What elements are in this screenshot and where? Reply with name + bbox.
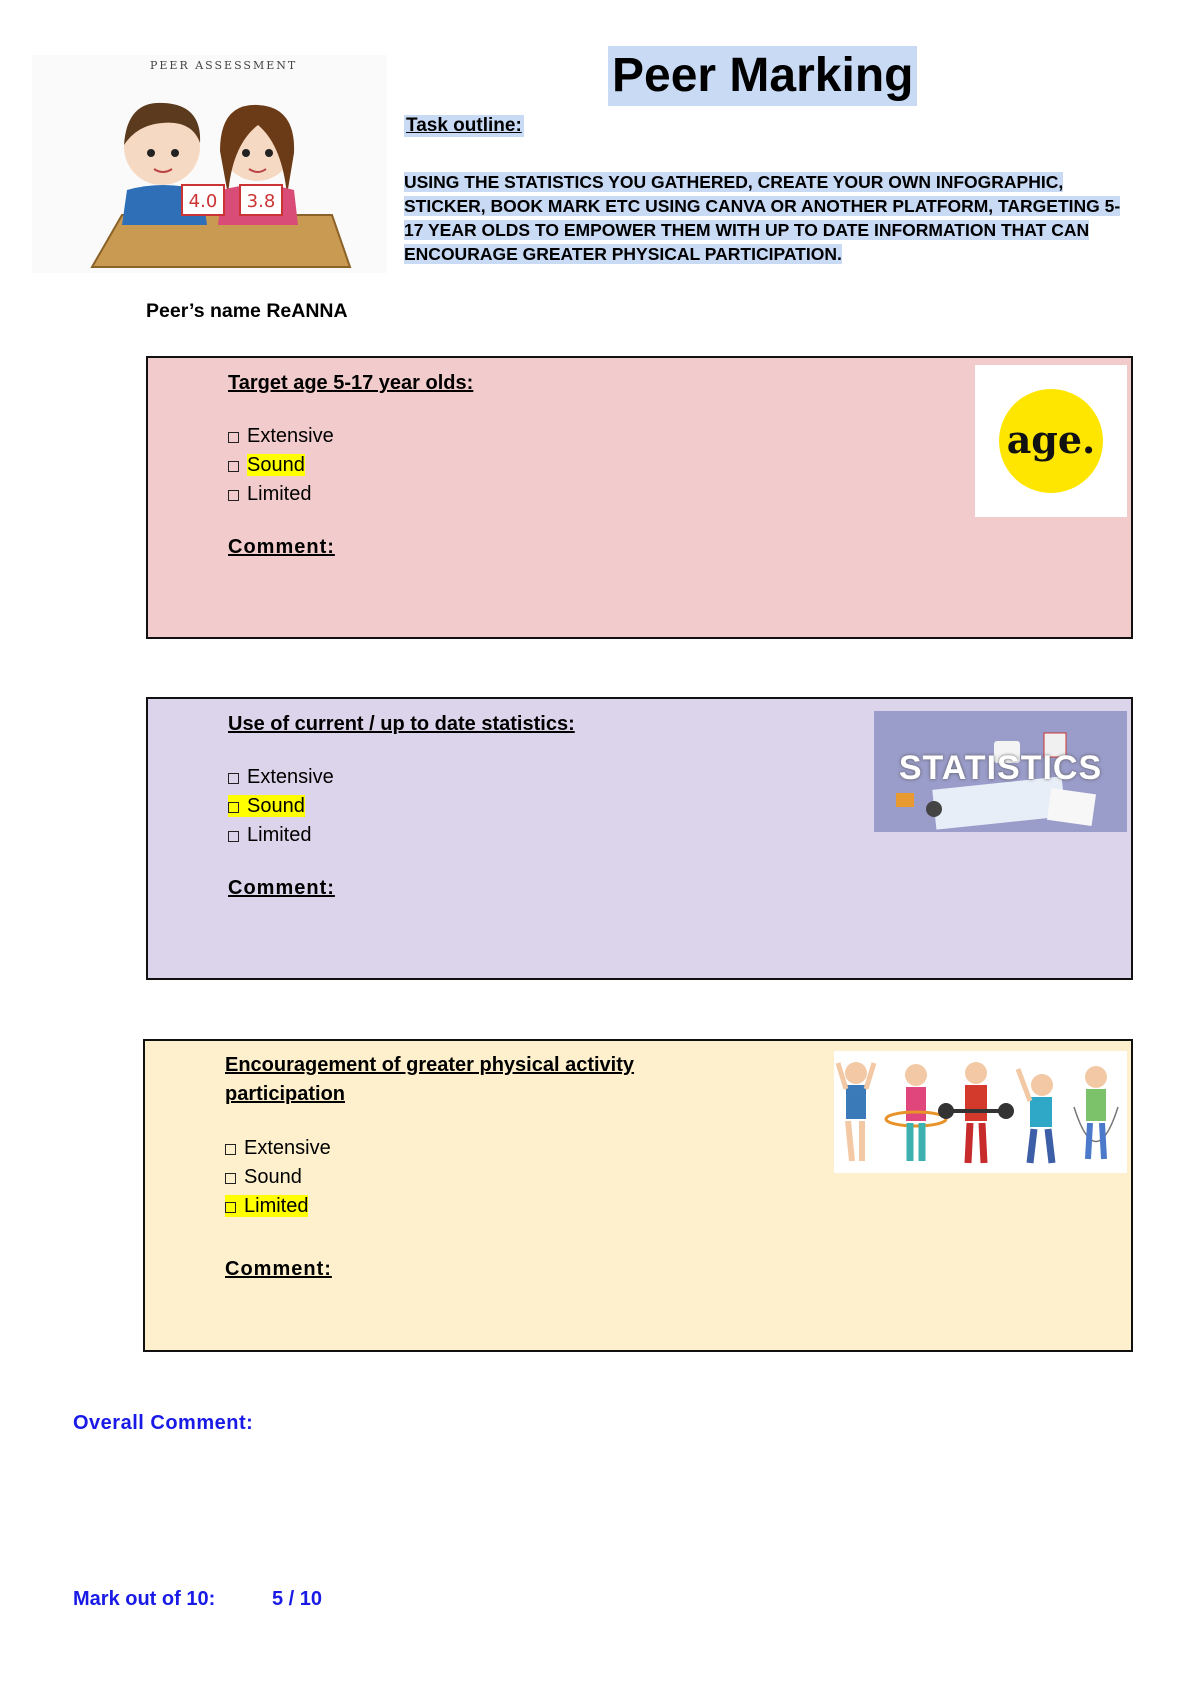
checkbox-icon[interactable] — [225, 1202, 236, 1213]
checkbox-icon[interactable] — [225, 1173, 236, 1184]
criterion-title-line-2: participation — [225, 1083, 346, 1105]
page-title: Peer Marking — [608, 46, 917, 106]
option-extensive[interactable]: Extensive — [228, 422, 334, 450]
criterion-title: Target age 5-17 year olds: — [228, 372, 474, 394]
option-limited[interactable]: Limited — [225, 1192, 308, 1220]
option-sound[interactable]: Sound — [228, 451, 305, 479]
option-extensive[interactable]: Extensive — [225, 1134, 331, 1162]
checkbox-icon[interactable] — [228, 432, 239, 443]
checkbox-icon[interactable] — [228, 490, 239, 501]
task-outline-label: Task outline: — [406, 115, 522, 136]
checkbox-icon[interactable] — [228, 802, 239, 813]
age-logo: age. — [975, 365, 1127, 517]
mark-value: 5 / 10 — [272, 1588, 323, 1610]
peer-name: Peer’s name ReANNA — [146, 300, 348, 322]
checkbox-icon[interactable] — [225, 1144, 236, 1155]
criterion-physical-activity — [143, 1039, 1133, 1352]
criterion-title-line-1: Encouragement of greater physical activity — [225, 1054, 635, 1076]
overall-comment-label: Overall Comment: — [73, 1412, 254, 1434]
option-sound[interactable]: Sound — [225, 1163, 302, 1191]
mark-label: Mark out of 10: — [73, 1588, 216, 1610]
task-outline-text: USING THE STATISTICS YOU GATHERED, CREATE YOUR OWN INFOGRAPHIC, STICKER, BOOK MARK ETC USING CANVA OR ANOTHER PLATFORM, TARGETING 5-17 YEAR OLDS TO EMPOWER THEM WITH UP TO DATE INFORMATION THAT CAN ENCOURAGE GREATER PHYSICAL PARTICIPATION. — [404, 172, 1121, 264]
checkbox-icon[interactable] — [228, 773, 239, 784]
checkbox-icon[interactable] — [228, 461, 239, 472]
students-illustration — [32, 55, 387, 273]
criterion-current-statistics — [146, 697, 1133, 980]
criterion-title: Use of current / up to date statistics: — [228, 713, 575, 735]
comment-label: Comment: — [228, 877, 335, 899]
option-extensive[interactable]: Extensive — [228, 763, 334, 791]
option-limited[interactable]: Limited — [228, 480, 311, 508]
criterion-target-age — [146, 356, 1133, 639]
statistics-banner: STATISTICS — [874, 711, 1127, 832]
option-limited[interactable]: Limited — [228, 821, 311, 849]
checkbox-icon[interactable] — [228, 831, 239, 842]
score-card-right: 3.8 — [246, 191, 276, 212]
illustration-caption: PEER ASSESSMENT — [150, 59, 298, 72]
comment-label: Comment: — [228, 536, 335, 558]
comment-label: Comment: — [225, 1258, 332, 1280]
kids-exercising-illustration — [834, 1051, 1127, 1173]
option-sound[interactable]: Sound — [228, 792, 305, 820]
score-card-left: 4.0 — [188, 191, 218, 212]
